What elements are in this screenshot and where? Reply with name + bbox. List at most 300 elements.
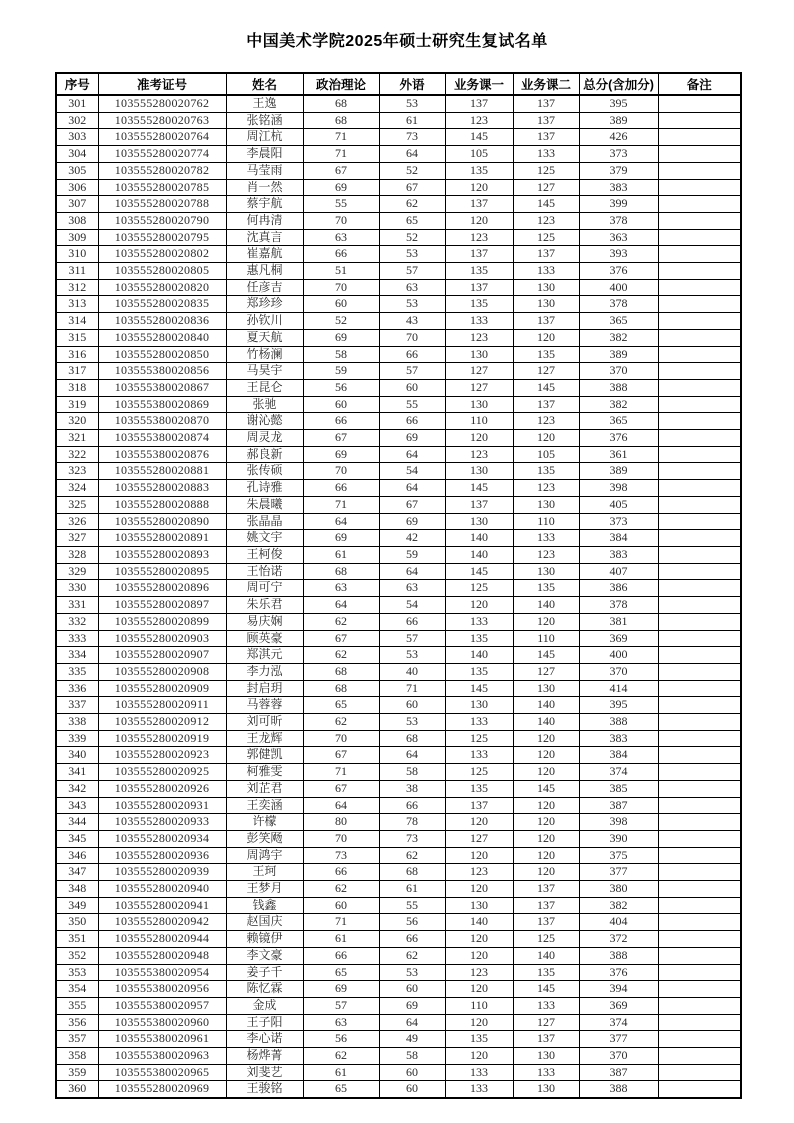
cell-remarks (658, 313, 741, 330)
cell-course-two: 120 (513, 613, 579, 630)
cell-index: 305 (56, 162, 98, 179)
cell-remarks (658, 212, 741, 229)
cell-foreign-language: 66 (379, 413, 445, 430)
cell-exam-id: 103555280020919 (98, 730, 226, 747)
cell-remarks (658, 413, 741, 430)
table-row (56, 313, 741, 330)
cell-index: 351 (56, 931, 98, 948)
cell-name: 王骏铭 (226, 1081, 303, 1098)
table-row (56, 630, 741, 647)
cell-foreign-language: 62 (379, 847, 445, 864)
cell-index: 322 (56, 446, 98, 463)
cell-course-two: 135 (513, 964, 579, 981)
cell-remarks (658, 346, 741, 363)
cell-exam-id: 103555280020883 (98, 480, 226, 497)
cell-total: 376 (579, 430, 658, 447)
cell-remarks (658, 546, 741, 563)
cell-course-two: 130 (513, 296, 579, 313)
cell-politics: 60 (303, 396, 379, 413)
cell-exam-id: 103555280020762 (98, 95, 226, 112)
cell-course-one: 127 (445, 830, 513, 847)
cell-foreign-language: 58 (379, 764, 445, 781)
cell-total: 385 (579, 780, 658, 797)
cell-total: 395 (579, 95, 658, 112)
cell-foreign-language: 64 (379, 446, 445, 463)
cell-total: 387 (579, 1064, 658, 1081)
cell-total: 388 (579, 947, 658, 964)
cell-foreign-language: 60 (379, 1081, 445, 1098)
cell-foreign-language: 38 (379, 780, 445, 797)
table-row (56, 1014, 741, 1031)
table-row (56, 580, 741, 597)
cell-remarks (658, 964, 741, 981)
cell-name: 肖一然 (226, 179, 303, 196)
table-row (56, 396, 741, 413)
cell-index: 302 (56, 112, 98, 129)
cell-exam-id: 103555380020870 (98, 413, 226, 430)
cell-name: 封启玥 (226, 680, 303, 697)
cell-index: 310 (56, 246, 98, 263)
table-row (56, 864, 741, 881)
column-header-name: 姓名 (226, 73, 303, 95)
cell-total: 389 (579, 346, 658, 363)
cell-course-two: 120 (513, 764, 579, 781)
table-header-row (56, 73, 741, 95)
cell-name: 夏天航 (226, 329, 303, 346)
cell-politics: 70 (303, 730, 379, 747)
cell-course-one: 125 (445, 730, 513, 747)
cell-course-two: 145 (513, 647, 579, 664)
cell-remarks (658, 430, 741, 447)
cell-name: 王奕涵 (226, 797, 303, 814)
cell-politics: 62 (303, 714, 379, 731)
cell-course-two: 130 (513, 563, 579, 580)
cell-course-two: 127 (513, 1014, 579, 1031)
cell-course-two: 125 (513, 229, 579, 246)
cell-total: 370 (579, 663, 658, 680)
cell-course-one: 125 (445, 764, 513, 781)
cell-politics: 61 (303, 931, 379, 948)
cell-politics: 62 (303, 1048, 379, 1065)
cell-exam-id: 103555280020836 (98, 313, 226, 330)
cell-remarks (658, 931, 741, 948)
cell-index: 327 (56, 530, 98, 547)
cell-foreign-language: 68 (379, 730, 445, 747)
cell-index: 340 (56, 747, 98, 764)
cell-remarks (658, 129, 741, 146)
cell-foreign-language: 54 (379, 463, 445, 480)
cell-total: 370 (579, 1048, 658, 1065)
cell-exam-id: 103555280020899 (98, 613, 226, 630)
table-row (56, 363, 741, 380)
cell-foreign-language: 56 (379, 914, 445, 931)
page-title: 中国美术学院2025年硕士研究生复试名单 (246, 33, 548, 50)
cell-name: 朱晨曦 (226, 496, 303, 513)
cell-name: 李文豪 (226, 947, 303, 964)
cell-course-two: 127 (513, 179, 579, 196)
cell-exam-id: 103555280020888 (98, 496, 226, 513)
cell-total: 383 (579, 730, 658, 747)
cell-course-two: 130 (513, 1048, 579, 1065)
cell-foreign-language: 42 (379, 530, 445, 547)
cell-name: 赵国庆 (226, 914, 303, 931)
cell-course-two: 145 (513, 780, 579, 797)
cell-course-two: 135 (513, 463, 579, 480)
cell-index: 353 (56, 964, 98, 981)
table-row (56, 196, 741, 213)
cell-exam-id: 103555280020893 (98, 546, 226, 563)
table-row (56, 496, 741, 513)
cell-name: 谢沁懿 (226, 413, 303, 430)
cell-politics: 69 (303, 179, 379, 196)
cell-remarks (658, 647, 741, 664)
cell-politics: 68 (303, 663, 379, 680)
cell-exam-id: 103555280020909 (98, 680, 226, 697)
cell-course-one: 130 (445, 513, 513, 530)
cell-course-one: 133 (445, 1081, 513, 1098)
cell-foreign-language: 67 (379, 179, 445, 196)
table-row (56, 379, 741, 396)
cell-politics: 65 (303, 697, 379, 714)
cell-remarks (658, 897, 741, 914)
cell-foreign-language: 61 (379, 112, 445, 129)
cell-remarks (658, 162, 741, 179)
table-row (56, 162, 741, 179)
cell-index: 341 (56, 764, 98, 781)
cell-course-two: 137 (513, 129, 579, 146)
cell-index: 324 (56, 480, 98, 497)
cell-course-one: 140 (445, 546, 513, 563)
cell-name: 李力泓 (226, 663, 303, 680)
cell-course-one: 135 (445, 296, 513, 313)
table-row (56, 814, 741, 831)
cell-foreign-language: 67 (379, 496, 445, 513)
cell-politics: 68 (303, 112, 379, 129)
cell-course-one: 145 (445, 563, 513, 580)
table-row (56, 112, 741, 129)
cell-foreign-language: 66 (379, 797, 445, 814)
cell-exam-id: 103555380020954 (98, 964, 226, 981)
cell-exam-id: 103555280020764 (98, 129, 226, 146)
cell-total: 370 (579, 363, 658, 380)
cell-exam-id: 103555280020763 (98, 112, 226, 129)
cell-politics: 67 (303, 780, 379, 797)
cell-course-two: 120 (513, 747, 579, 764)
cell-course-one: 135 (445, 162, 513, 179)
cell-remarks (658, 914, 741, 931)
cell-course-two: 133 (513, 997, 579, 1014)
table-row (56, 430, 741, 447)
cell-total: 376 (579, 263, 658, 280)
cell-course-two: 140 (513, 947, 579, 964)
cell-exam-id: 103555380020963 (98, 1048, 226, 1065)
cell-index: 318 (56, 379, 98, 396)
column-header-foreign-language: 外语 (379, 73, 445, 95)
cell-politics: 67 (303, 747, 379, 764)
cell-foreign-language: 60 (379, 697, 445, 714)
cell-foreign-language: 73 (379, 129, 445, 146)
cell-name: 刘芷君 (226, 780, 303, 797)
cell-course-two: 137 (513, 881, 579, 898)
cell-exam-id: 103555280020911 (98, 697, 226, 714)
table-row (56, 95, 741, 112)
cell-remarks (658, 396, 741, 413)
cell-politics: 71 (303, 914, 379, 931)
cell-exam-id: 103555280020788 (98, 196, 226, 213)
cell-total: 378 (579, 212, 658, 229)
cell-name: 金成 (226, 997, 303, 1014)
table-row (56, 279, 741, 296)
cell-exam-id: 103555280020835 (98, 296, 226, 313)
cell-remarks (658, 981, 741, 998)
cell-name: 王逸 (226, 95, 303, 112)
cell-remarks (658, 764, 741, 781)
cell-name: 周灵龙 (226, 430, 303, 447)
cell-exam-id: 103555380020869 (98, 396, 226, 413)
cell-name: 赖镜伊 (226, 931, 303, 948)
cell-course-two: 123 (513, 546, 579, 563)
table-row (56, 747, 741, 764)
cell-course-two: 140 (513, 697, 579, 714)
cell-name: 柯雅雯 (226, 764, 303, 781)
cell-foreign-language: 66 (379, 613, 445, 630)
cell-index: 308 (56, 212, 98, 229)
cell-course-one: 120 (445, 947, 513, 964)
cell-exam-id: 103555280020944 (98, 931, 226, 948)
cell-total: 361 (579, 446, 658, 463)
cell-total: 382 (579, 396, 658, 413)
cell-name: 何冉清 (226, 212, 303, 229)
cell-name: 马蓉蓉 (226, 697, 303, 714)
table-row (56, 513, 741, 530)
cell-remarks (658, 513, 741, 530)
cell-total: 389 (579, 112, 658, 129)
cell-name: 钱鑫 (226, 897, 303, 914)
cell-course-one: 127 (445, 363, 513, 380)
cell-foreign-language: 69 (379, 997, 445, 1014)
cell-index: 338 (56, 714, 98, 731)
cell-course-two: 120 (513, 730, 579, 747)
cell-index: 332 (56, 613, 98, 630)
cell-name: 刘可昕 (226, 714, 303, 731)
cell-politics: 71 (303, 129, 379, 146)
table-row (56, 146, 741, 163)
cell-remarks (658, 613, 741, 630)
cell-exam-id: 103555280020802 (98, 246, 226, 263)
table-row (56, 647, 741, 664)
cell-index: 344 (56, 814, 98, 831)
cell-index: 319 (56, 396, 98, 413)
cell-index: 329 (56, 563, 98, 580)
cell-total: 382 (579, 897, 658, 914)
cell-remarks (658, 864, 741, 881)
cell-total: 395 (579, 697, 658, 714)
cell-exam-id: 103555380020965 (98, 1064, 226, 1081)
cell-exam-id: 103555280020790 (98, 212, 226, 229)
cell-course-one: 130 (445, 396, 513, 413)
cell-foreign-language: 78 (379, 814, 445, 831)
cell-total: 373 (579, 146, 658, 163)
cell-foreign-language: 62 (379, 196, 445, 213)
cell-foreign-language: 57 (379, 630, 445, 647)
cell-course-one: 133 (445, 714, 513, 731)
cell-name: 孙钦川 (226, 313, 303, 330)
cell-total: 384 (579, 530, 658, 547)
cell-foreign-language: 58 (379, 1048, 445, 1065)
cell-remarks (658, 329, 741, 346)
table-row (56, 780, 741, 797)
cell-remarks (658, 446, 741, 463)
cell-course-one: 145 (445, 680, 513, 697)
cell-remarks (658, 597, 741, 614)
cell-remarks (658, 997, 741, 1014)
cell-exam-id: 103555280020785 (98, 179, 226, 196)
cell-politics: 66 (303, 947, 379, 964)
cell-index: 356 (56, 1014, 98, 1031)
cell-name: 张晶晶 (226, 513, 303, 530)
cell-exam-id: 103555280020940 (98, 881, 226, 898)
cell-politics: 71 (303, 764, 379, 781)
cell-course-one: 120 (445, 981, 513, 998)
cell-politics: 67 (303, 630, 379, 647)
cell-course-two: 120 (513, 430, 579, 447)
cell-index: 342 (56, 780, 98, 797)
cell-exam-id: 103555280020934 (98, 830, 226, 847)
cell-course-one: 140 (445, 914, 513, 931)
column-header-politics: 政治理论 (303, 73, 379, 95)
table-row (56, 997, 741, 1014)
cell-index: 334 (56, 647, 98, 664)
cell-course-two: 123 (513, 212, 579, 229)
table-row (56, 714, 741, 731)
table-row (56, 463, 741, 480)
table-row (56, 413, 741, 430)
cell-politics: 68 (303, 95, 379, 112)
cell-foreign-language: 65 (379, 212, 445, 229)
cell-total: 394 (579, 981, 658, 998)
cell-name: 陈忆霖 (226, 981, 303, 998)
cell-politics: 69 (303, 329, 379, 346)
cell-total: 382 (579, 329, 658, 346)
cell-exam-id: 103555280020897 (98, 597, 226, 614)
cell-total: 400 (579, 647, 658, 664)
cell-total: 404 (579, 914, 658, 931)
table-row (56, 613, 741, 630)
cell-remarks (658, 363, 741, 380)
cell-total: 390 (579, 830, 658, 847)
cell-index: 331 (56, 597, 98, 614)
cell-course-two: 137 (513, 246, 579, 263)
cell-total: 377 (579, 1031, 658, 1048)
cell-politics: 51 (303, 263, 379, 280)
cell-politics: 66 (303, 413, 379, 430)
cell-course-two: 137 (513, 1031, 579, 1048)
cell-course-two: 145 (513, 981, 579, 998)
cell-index: 336 (56, 680, 98, 697)
cell-course-two: 130 (513, 496, 579, 513)
cell-exam-id: 103555280020896 (98, 580, 226, 597)
cell-index: 358 (56, 1048, 98, 1065)
cell-total: 398 (579, 814, 658, 831)
cell-course-two: 135 (513, 346, 579, 363)
cell-name: 易庆娴 (226, 613, 303, 630)
table-row (56, 229, 741, 246)
cell-name: 张传硕 (226, 463, 303, 480)
cell-course-one: 120 (445, 847, 513, 864)
table-row (56, 1031, 741, 1048)
table-row (56, 480, 741, 497)
cell-name: 马昊宇 (226, 363, 303, 380)
cell-remarks (658, 296, 741, 313)
cell-name: 郭健凯 (226, 747, 303, 764)
cell-course-one: 110 (445, 997, 513, 1014)
cell-total: 374 (579, 764, 658, 781)
cell-course-one: 130 (445, 697, 513, 714)
table-row (56, 1048, 741, 1065)
cell-course-one: 123 (445, 864, 513, 881)
cell-remarks (658, 947, 741, 964)
cell-foreign-language: 53 (379, 246, 445, 263)
cell-index: 360 (56, 1081, 98, 1098)
cell-exam-id: 103555280020936 (98, 847, 226, 864)
cell-index: 315 (56, 329, 98, 346)
cell-course-one: 135 (445, 780, 513, 797)
cell-index: 306 (56, 179, 98, 196)
cell-course-two: 145 (513, 379, 579, 396)
table-row (56, 981, 741, 998)
table-row (56, 914, 741, 931)
cell-remarks (658, 95, 741, 112)
cell-foreign-language: 63 (379, 279, 445, 296)
table-row (56, 1081, 741, 1098)
cell-course-two: 137 (513, 95, 579, 112)
cell-total: 393 (579, 246, 658, 263)
cell-course-one: 130 (445, 463, 513, 480)
cell-total: 383 (579, 546, 658, 563)
cell-total: 407 (579, 563, 658, 580)
cell-index: 320 (56, 413, 98, 430)
cell-index: 337 (56, 697, 98, 714)
cell-total: 388 (579, 1081, 658, 1098)
cell-name: 刘斐艺 (226, 1064, 303, 1081)
cell-name: 沈真言 (226, 229, 303, 246)
cell-remarks (658, 1048, 741, 1065)
cell-politics: 59 (303, 363, 379, 380)
cell-index: 354 (56, 981, 98, 998)
cell-politics: 66 (303, 246, 379, 263)
table-row (56, 680, 741, 697)
cell-index: 347 (56, 864, 98, 881)
cell-remarks (658, 1031, 741, 1048)
cell-course-two: 123 (513, 480, 579, 497)
cell-course-one: 133 (445, 313, 513, 330)
table-row (56, 246, 741, 263)
column-header-course-one: 业务课一 (445, 73, 513, 95)
column-header-total: 总分(含加分) (579, 73, 658, 95)
cell-exam-id: 103555280020925 (98, 764, 226, 781)
cell-course-two: 137 (513, 112, 579, 129)
table-row (56, 947, 741, 964)
cell-course-two: 135 (513, 580, 579, 597)
cell-total: 369 (579, 630, 658, 647)
cell-course-two: 125 (513, 931, 579, 948)
cell-total: 380 (579, 881, 658, 898)
cell-exam-id: 103555280020931 (98, 797, 226, 814)
cell-foreign-language: 71 (379, 680, 445, 697)
cell-index: 333 (56, 630, 98, 647)
cell-foreign-language: 49 (379, 1031, 445, 1048)
cell-name: 张铭涵 (226, 112, 303, 129)
